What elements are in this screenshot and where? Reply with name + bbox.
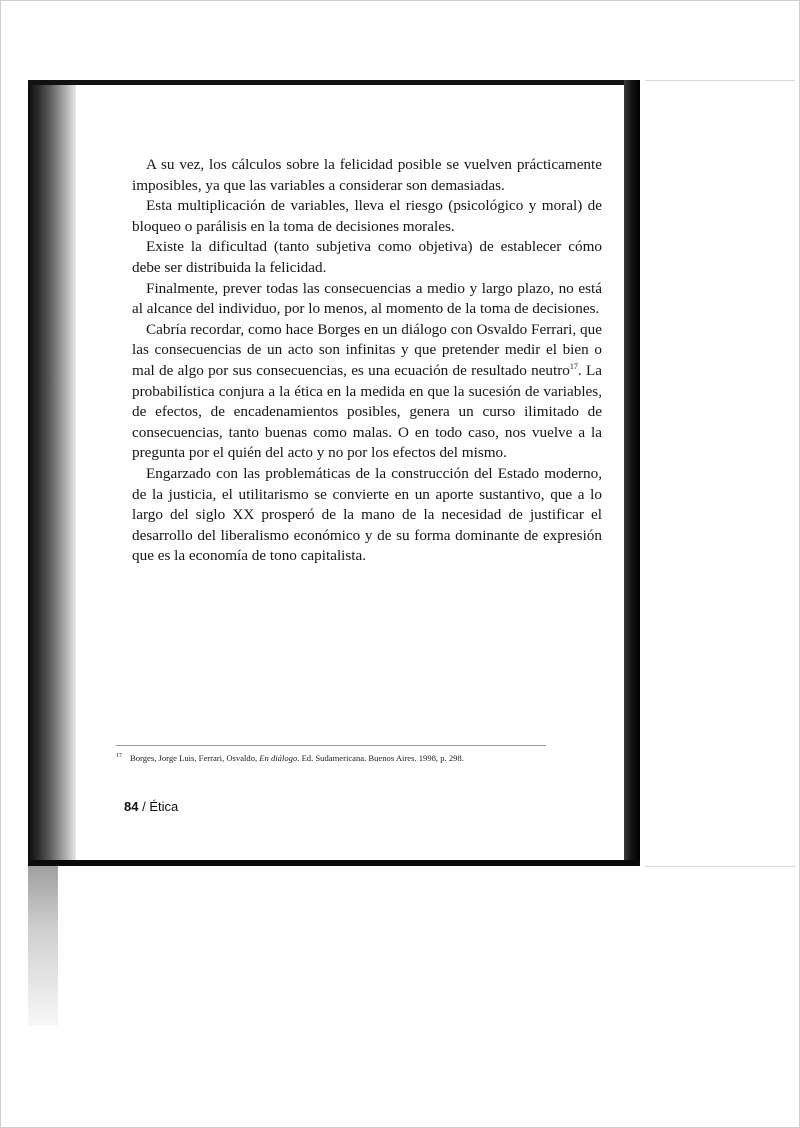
page-number: 84 bbox=[124, 799, 139, 814]
book-page bbox=[76, 85, 624, 860]
footnote-divider bbox=[116, 745, 546, 746]
footnote-marker: 17 bbox=[116, 753, 122, 760]
footnote-book-title: En diálogo bbox=[259, 753, 298, 763]
paragraph bbox=[132, 320, 602, 464]
paragraph: A su vez, los cálculos sobre la felicidad posible se vuelven prácticamente imposibles, ya que las variables a considerar son demasiadas. bbox=[132, 156, 602, 194]
running-title: Ética bbox=[149, 799, 179, 814]
book-edge-left bbox=[28, 80, 76, 862]
paragraph: Esta multiplicación de variables, lleva el riesgo (psicológico y moral) de bloqueo o parálisis en la toma de decisiones morales. bbox=[132, 197, 602, 235]
paragraph: Engarzado con las problemáticas de la construcción del Estado moderno, de la justicia, el utilitarismo se convierte en un aporte sustantivo, que a lo largo del siglo XX prosperó de la mano de la necesidad de justificar el desarrollo del liberalismo económico y de su forma dominante de expresión que es la economía de tono capitalista. bbox=[132, 464, 602, 565]
paragraph: Existe la dificultad (tanto subjetiva como objetiva) de establecer cómo debe ser distribuida la felicidad. bbox=[132, 238, 602, 276]
paragraph-text: Cabría recordar, como hace Borges en un diálogo con Osvaldo Ferrari, que las consecuencias de un acto son infinitas y que pretender medir el bien o mal de algo por sus consecuencias, es una ecuación de resultado neutro bbox=[132, 320, 602, 379]
paragraph: Finalmente, prever todas las consecuencias a medio y largo plazo, no está al alcance del individuo, por lo menos, al momento de la toma de decisiones. bbox=[132, 279, 602, 318]
facing-page-line bbox=[645, 80, 795, 81]
page-footer bbox=[124, 799, 178, 814]
paragraph-text: . La probabilística conjura a la ética en la medida en que la sucesión de variables, de efectos, de encadenamientos posibles, genera un curso ilimitado de consecuencias, tanto buenas como malas. O en todo caso, nos vuelve a la pregunta por el quién del acto y no por los efectos del mismo. bbox=[132, 361, 602, 462]
footnote-text: Borges, Jorge Luis, Ferrari, Osvaldo, bbox=[130, 753, 260, 763]
footnote-text: . Ed. Sudamericana. Buenos Aires. 1998, p. 298. bbox=[297, 753, 464, 763]
body-text bbox=[132, 155, 602, 567]
facing-page-line bbox=[645, 866, 795, 867]
book-spine-right bbox=[624, 80, 640, 865]
footnote-reference: 17 bbox=[569, 361, 578, 371]
book-edge-bottom bbox=[28, 860, 640, 866]
footer-separator: / bbox=[142, 799, 146, 814]
footnote bbox=[116, 753, 586, 763]
scan-shadow bbox=[28, 866, 58, 1026]
